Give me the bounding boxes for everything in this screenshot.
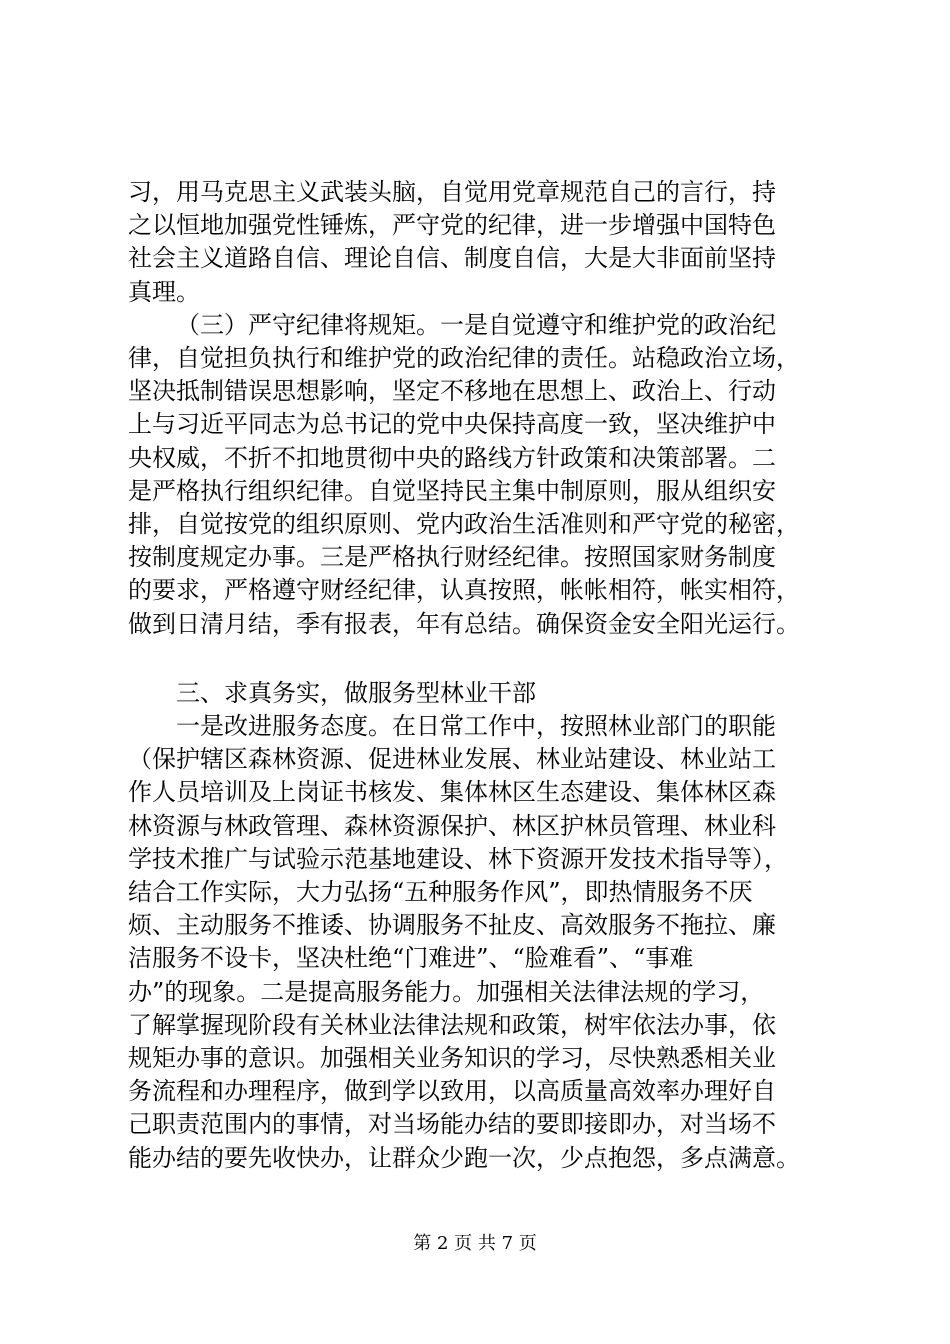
text-line: 律，自觉担负执行和维护党的政治纪律的责任。站稳政治立场， (128, 344, 800, 372)
text-line: 的要求，严格遵守财经纪律，认真按照，帐帐相符，帐实相符， (128, 576, 800, 605)
text-line: 结合工作实际，大力弘扬“五种服务作风”，即热情服务不厌 (128, 878, 753, 906)
text-line: 能办结的要先收快办，让群众少跑一次，少点抱怨，多点满意。 (128, 1143, 800, 1172)
text-line: 学技术推广与试验示范基地建设、林下资源开发技术指导等）， (128, 844, 788, 873)
text-line: 林资源与林政管理、森林资源保护、林区护林员管理、林业科 (128, 811, 776, 840)
section-heading: 三、求真务实，做服务型林业干部 (176, 678, 536, 707)
text-line: 务流程和办理程序，做到学以致用，以高质量高效率办理好自 (128, 1077, 776, 1106)
text-line: 作人员培训及上岗证书核发、集体林区生态建设、集体林区森 (128, 778, 776, 807)
text-line: 烦、主动服务不推诿、协调服务不扯皮、高效服务不拖拉、廉 (128, 911, 776, 940)
text-line: 一是改进服务态度。在日常工作中，按照林业部门的职能 (176, 712, 776, 740)
text-line: 己职责范围内的事情，对当场能办结的要即接即办，对当场不 (128, 1110, 776, 1139)
text-line: 央权威，不折不扣地贯彻中央的路线方针政策和决策部署。二 (128, 443, 776, 472)
text-line: 规矩办事的意识。加强相关业务知识的学习，尽快熟悉相关业 (128, 1044, 776, 1072)
text-line: 洁服务不设卡，坚决杜绝“门难进”、“脸难看”、“事难 (128, 944, 694, 973)
text-line: 坚决抵制错误思想影响，坚定不移地在思想上、政治上、行动 (128, 377, 776, 406)
text-line: 按制度规定办事。三是严格执行财经纪律。按照国家财务制度 (128, 543, 776, 572)
text-line: 排，自觉按党的组织原则、党内政治生活准则和严守党的秘密， (128, 510, 800, 538)
text-line: 做到日清月结，季有报表，年有总结。确保资金安全阳光运行。 (128, 609, 800, 638)
text-line: 上与习近平同志为总书记的党中央保持高度一致，坚决维护中 (128, 410, 776, 439)
text-line: 社会主义道路自信、理论自信、制度自信，大是大非面前坚持 (128, 244, 776, 273)
text-line: 真理。 (128, 277, 200, 306)
text-line: 了解掌握现阶段有关林业法律法规和政策，树牢依法办事，依 (128, 1010, 776, 1039)
text-line: 是严格执行组织纪律。自觉坚持民主集中制原则，服从组织安 (128, 476, 776, 505)
text-line: 习，用马克思主义武装头脑，自觉用党章规范自己的言行，持 (128, 178, 776, 206)
text-line: （保护辖区森林资源、促进林业发展、林业站建设、林业站工 (128, 745, 776, 774)
text-line: （三）严守纪律将规矩。一是自觉遵守和维护党的政治纪 (176, 310, 776, 339)
text-line: 办”的现象。二是提高服务能力。加强相关法律法规的学习， (128, 977, 765, 1006)
page-number-footer: 第 2 页 共 7 页 (413, 1233, 537, 1254)
text-line: 之以恒地加强党性锤炼，严守党的纪律，进一步增强中国特色 (128, 211, 776, 240)
